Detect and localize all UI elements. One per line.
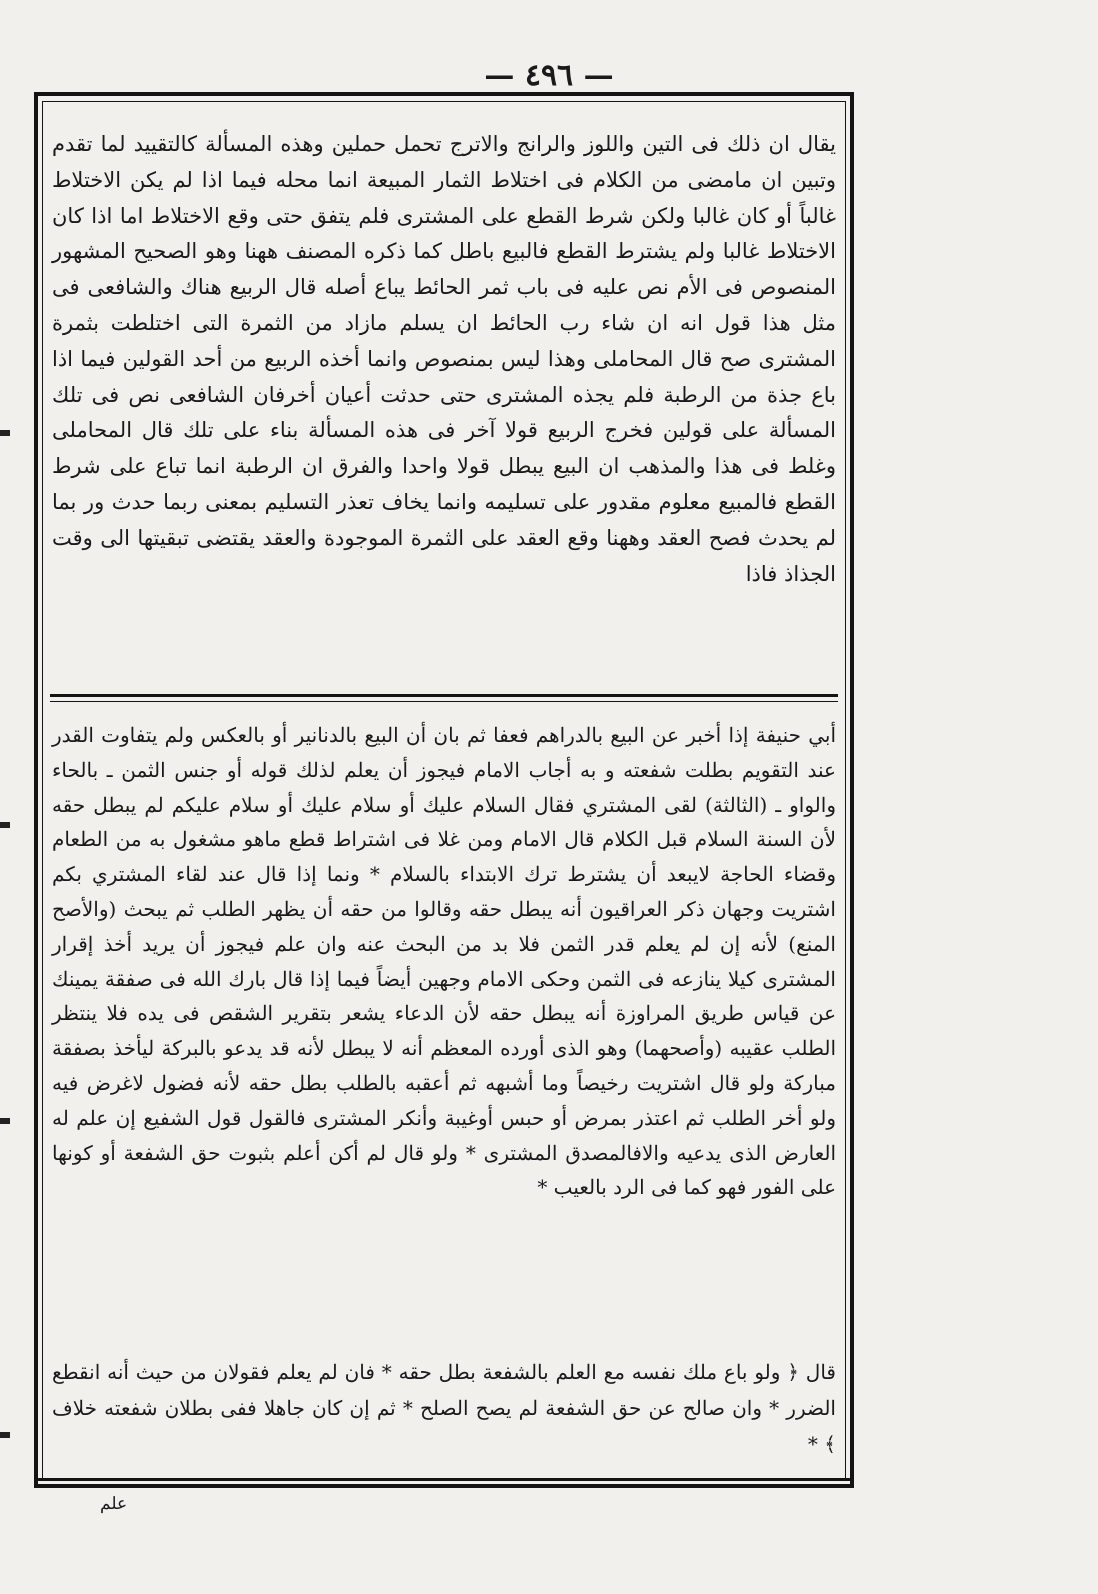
main-text-block [52,1354,836,1464]
section-divider [50,694,838,697]
commentary-block [52,718,836,1346]
frame-bottom-rule [34,1478,854,1481]
commentary-text: أبي حنيفة إذا أخبر عن البيع بالدراهم فعفا ثم بان أن البيع بالدنانير أو بالعكس ولم يتفاوت القدر عند التقويم بطلت شفعته و به أجاب الامام فيجوز أن يعلم لذلك قوله أو جنس الثمن ـ بالحاء والواو ـ (الثالثة) لقى المشتري فقال السلام عليك أو سلام عليك أو سلام عليكم لم يبطل حقه لأن السنة السلام قبل الكلام قال الامام ومن غلا فى اشتراط قطع ماهو مشغول به من الطعام وقضاء الحاجة لايبعد أن يشترط ترك الابتداء بالسلام * ونما إذا قال عند لقاء المشتري بكم اشتريت وجهان ذكر العراقيون أنه يبطل حقه وقالوا من حقه أن يظهر الطلب ثم يبحث (والأصح المنع) لأنه إن لم يعلم قدر الثمن فلا بد من البحث عنه وان علم فيجوز أن يريد أخذ إقرار المشترى كيلا ينازعه فى الثمن وحكى الامام وجهين أيضاً فيما إذا قال بارك الله فى صفقة يمينك عن قياس طريق المراوزة أنه يبطل حقه لأن الدعاء يشعر بتقرير الشقص فى يده فلا ينتظر الطلب عقيبه (وأصحهما) وهو الذى أورده المعظم أنه لا يبطل لأنه قد يدعو بالبركة ليأخذ بصفقة مباركة ولو قال اشتريت رخيصاً وما أشبهه ثم أعقبه بالطلب بطل حقه لأنه فضول لاغرض فيه ولو أخر الطلب ثم اعتذر بمرض أو حبس أوغيبة وأنكر المشترى فالقول قول الشفيع إن علم له العارض الذى يدعيه والافالمصدق المشترى * ولو قال لم أكن أعلم بثبوت حق الشفعة أو كونها على الفور فهو كما فى الرد بالعيب * [52,723,836,1200]
upper-text-block [52,127,836,667]
page-number: — ٤٩٦ — [484,58,614,93]
main-text: قال ﴿ ولو باع ملك نفسه مع العلم بالشفعة بطل حقه * فان لم يعلم فقولان من حيث أنه انقطع الضرر * وان صالح عن حق الشفعة لم يصح الصلح * ثم إن كان جاهلا ففى بطلان شفعته خلاف ﴾ * [52,1360,836,1456]
edge-mark [0,822,10,828]
upper-text: يقال ان ذلك فى التين واللوز والرانج والاترج تحمل حملين وهذه المسألة كالتقييد لما تقدم وتبين ان مامضى من الكلام فى اختلاط الثمار المبيعة انما محله فيما اذا لم يكن الاختلاط غالباً أو كان غالبا ولكن شرط القطع على المشترى فلم يتفق حتى وقع الاختلاط اما اذا كان الاختلاط غالبا ولم يشترط القطع فالبيع باطل كما ذكره المصنف ههنا وهو الصحيح المشهور المنصوص فى الأم نص عليه فى باب ثمر الحائط يباع أصله قال الربيع هناك والشافعى فى مثل هذا قول انه ان شاء رب الحائط ان يسلم مازاد من الثمرة التى اختلطت بثمرة المشترى صح قال المحاملى وهذا ليس بمنصوص وانما أخذه الربيع من أحد القولين فيما اذا باع جذة من الرطبة فلم يجذه المشترى حتى حدثت أعيان أخرفان الشافعى نص فى تلك المسألة على قولين فخرج الربيع قولا آخر فى هذه المسألة بناء على تلك قال المحاملى وغلط فى هذا والمذهب ان البيع يبطل قولا واحدا والفرق ان الرطبة انما تباع على شرط القطع فالمبيع معلوم مقدور على تسليمه وانما يخاف تعذر التسليم بمعنى ربما حدث ور بما لم يحدث فصح العقد وههنا وقع العقد على الثمرة الموجودة والعقد يقتضى تبقيتها الى وقت الجذاذ فاذا [52,132,836,586]
edge-mark [0,430,10,436]
edge-mark [0,1432,10,1438]
edge-mark [0,1118,10,1124]
catchword: علم [100,1494,128,1514]
